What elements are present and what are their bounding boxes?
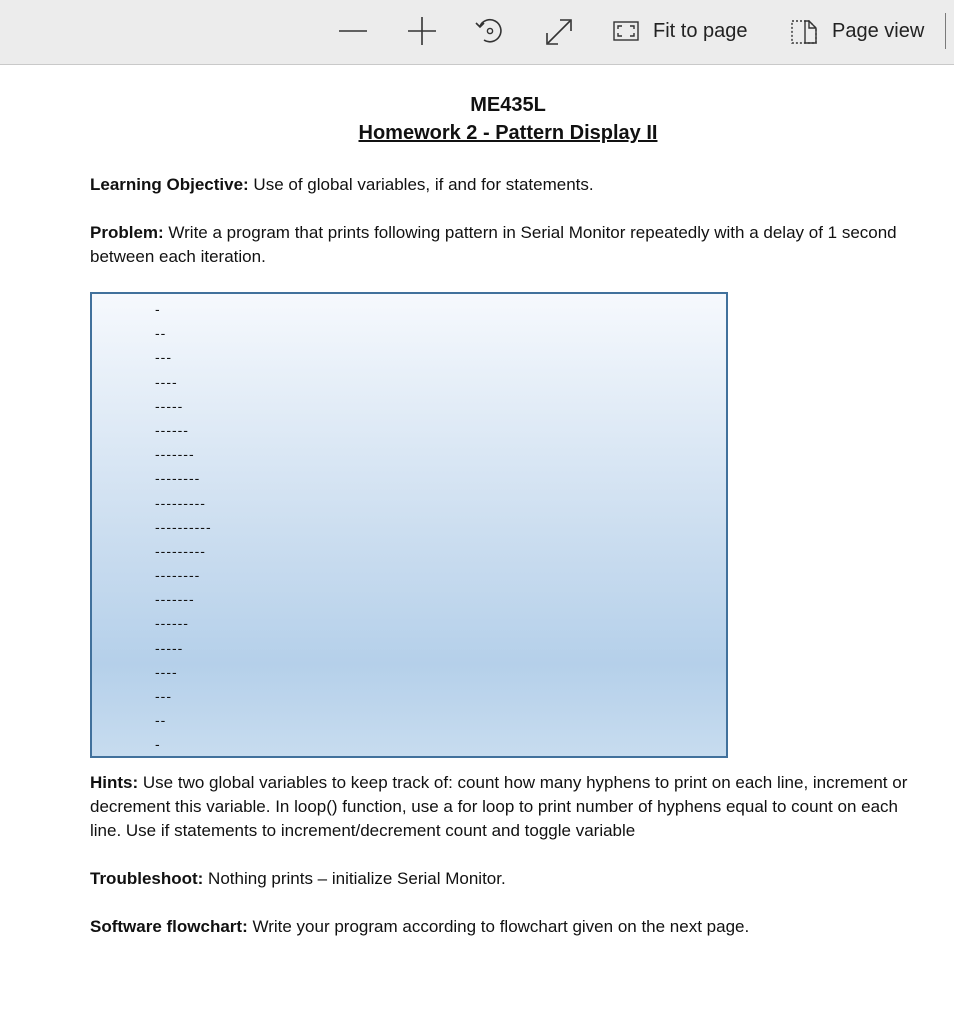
pattern-line: --- [155, 349, 172, 366]
pattern-line: --- [155, 688, 172, 704]
pattern-line: ----- [155, 639, 184, 656]
pattern-line: ------- [155, 446, 195, 463]
troubleshoot-text: Nothing prints – initialize Serial Monitor. [203, 869, 506, 888]
hints-text: Use two global variables to keep track of: count how many hyphens to print on each line, increment or decrement this variable. In loop() function, use a for loop to print number of hyphens equal to count on each line. Use if statements to increment/decrement count and toggle variable [90, 773, 908, 840]
flowchart-label: Software flowchart: [90, 917, 248, 936]
pattern-line: - [155, 736, 161, 753]
plus-icon [403, 10, 441, 52]
rotate-icon [472, 10, 508, 52]
objective-text: Use of global variables, if and for statements. [248, 175, 594, 194]
expand-icon [541, 10, 577, 52]
page-view-label: Page view [832, 19, 925, 42]
rotate-button[interactable] [472, 10, 508, 52]
fit-to-page-button[interactable] [612, 10, 748, 52]
pattern-line: -- [155, 325, 167, 342]
hints-label: Hints: [90, 773, 139, 792]
flowchart-paragraph [90, 915, 910, 939]
page-view-button[interactable] [789, 10, 924, 52]
pattern-line: - [155, 301, 161, 317]
fit-to-page-icon [612, 10, 640, 52]
hints-paragraph [90, 771, 910, 843]
zoom-out-button[interactable] [334, 10, 372, 52]
pattern-line: ------ [155, 421, 189, 438]
pdf-toolbar [0, 0, 954, 65]
pattern-line: ------- [155, 591, 195, 608]
flowchart-text: Write your program according to flowchart given on the next page. [247, 917, 750, 936]
problem-label: Problem: [90, 223, 164, 242]
problem-paragraph [90, 221, 910, 269]
document-page [90, 92, 910, 939]
objective-paragraph [90, 173, 910, 197]
troubleshoot-paragraph [90, 867, 910, 891]
pattern-line: ---- [155, 373, 178, 390]
pattern-line: -- [155, 712, 167, 729]
page-view-icon [789, 10, 819, 52]
pattern-box [90, 292, 728, 758]
pattern-line: --------- [155, 494, 206, 511]
toolbar-divider [945, 13, 946, 49]
fullscreen-button[interactable] [541, 10, 577, 52]
fit-to-page-label: Fit to page [653, 19, 748, 42]
pattern-line: -------- [155, 567, 201, 584]
page-subtitle: Homework 2 - Pattern Display II [358, 122, 658, 144]
pattern-line: ---------- [155, 518, 212, 535]
pattern-line: ------ [155, 615, 189, 632]
pattern-line: --------- [155, 542, 206, 559]
minus-icon [334, 10, 372, 52]
pattern-line: ---- [155, 663, 178, 680]
problem-text: Write a program that prints following pattern in Serial Monitor repeatedly with a delay of 1 second between each iteration. [90, 223, 897, 266]
page-title: ME435L [470, 94, 546, 116]
pattern-line: ----- [155, 397, 184, 414]
troubleshoot-label: Troubleshoot: [90, 869, 204, 888]
pattern-line: -------- [155, 470, 201, 487]
zoom-in-button[interactable] [403, 10, 441, 52]
objective-label: Learning Objective: [90, 175, 249, 194]
